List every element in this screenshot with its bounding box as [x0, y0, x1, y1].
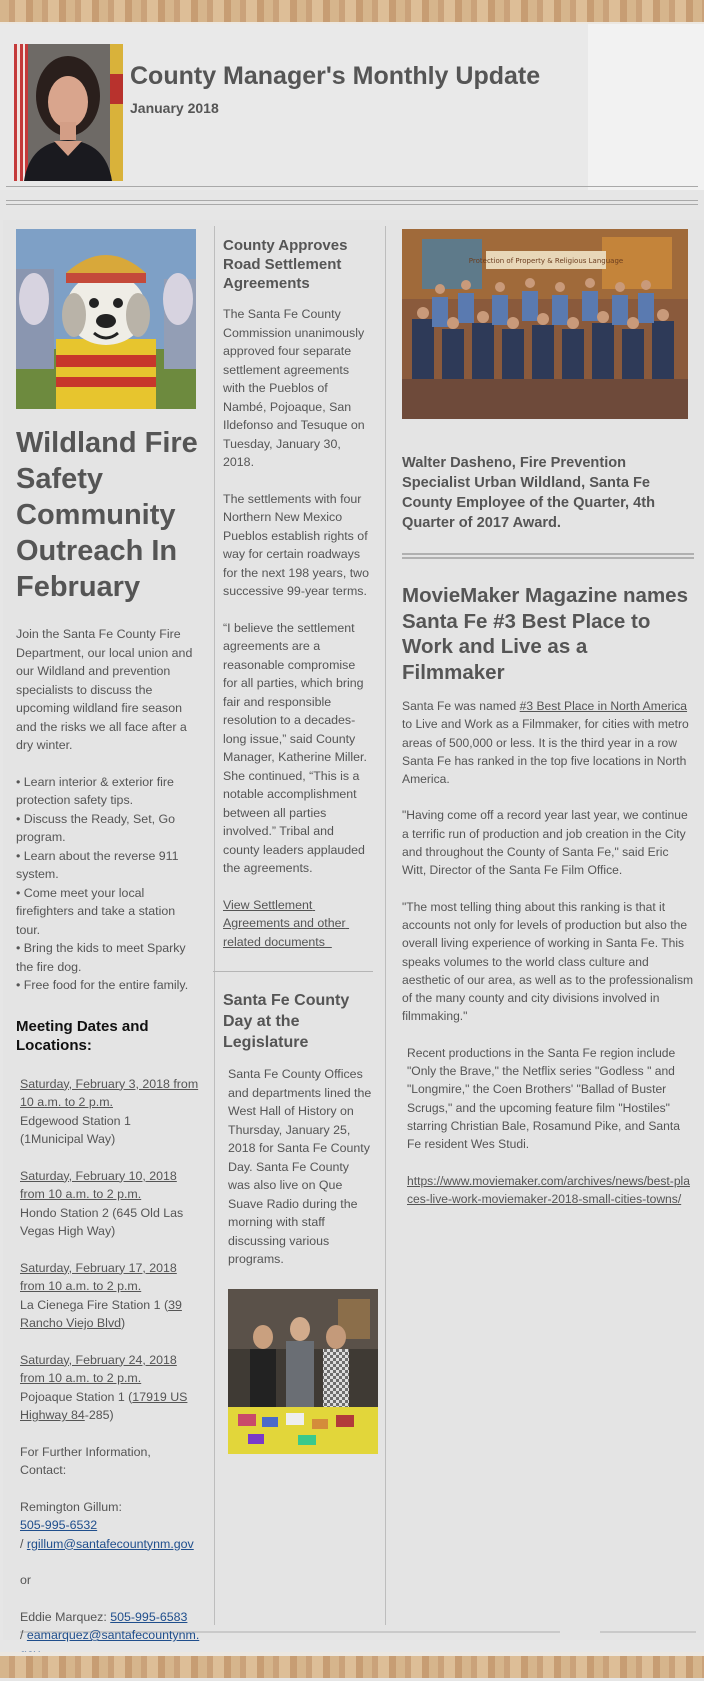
header-divider	[6, 204, 698, 205]
meeting-entry	[16, 1351, 200, 1425]
newsletter-header	[0, 24, 704, 190]
footer-divider	[600, 1631, 696, 1633]
contact-name: Eddie Marquez:	[20, 1609, 111, 1624]
wildland-bullet-list	[16, 773, 200, 995]
newsletter-date: January 2018	[130, 100, 219, 116]
list-item: • Bring the kids to meet Sparky the fire dog.	[16, 941, 186, 974]
meeting-entry	[16, 1259, 200, 1333]
or-label: or	[20, 1573, 32, 1587]
contact-email-link[interactable]: eamarquez@santafecountynm.	[26, 1628, 200, 1642]
best-place-link[interactable]: #3 Best Place in North America	[519, 699, 688, 713]
fire-department-team-photo	[402, 229, 688, 419]
meeting-location: Hondo Station 2 (645 Old Las Vegas High Way)	[20, 1205, 184, 1238]
meeting-address-close: -285)	[84, 1408, 114, 1422]
header-divider	[6, 186, 698, 187]
moviemaker-paragraph	[402, 697, 694, 788]
top-decorative-border	[0, 0, 704, 26]
view-settlement-link[interactable]: View Settlement Agreements and other related documents	[223, 897, 350, 949]
moviemaker-column	[402, 229, 694, 1208]
column-divider	[385, 226, 386, 1625]
contact-name: Remington Gillum:	[20, 1499, 122, 1514]
bottom-decorative-border	[0, 1652, 704, 1678]
further-info-label: For Further Information, Contact:	[20, 1444, 151, 1477]
meeting-address-close: )	[121, 1316, 126, 1330]
wildland-intro: Join the Santa Fe County Fire Department, our local union and our Wildland and prevention specialists to discuss the upcoming wildland fire season and the risks we all face after a dry winter.	[16, 627, 193, 752]
road-settlement-heading: County Approves Road Settlement Agreements	[223, 237, 348, 292]
newsletter-title: County Manager's Monthly Update	[130, 62, 541, 90]
legislature-heading: Santa Fe County Day at the Legislature	[223, 992, 350, 1051]
meeting-entry	[16, 1075, 200, 1149]
meeting-date: Saturday, February 10, 2018 from 10 a.m. to 2 p.m.	[20, 1168, 177, 1201]
meeting-date: Saturday, February 24, 2018 from 10 a.m. to 2 p.m.	[20, 1352, 177, 1385]
contact-separator: /	[20, 1628, 27, 1642]
meeting-address: 17919 US Highway 84	[20, 1389, 188, 1422]
list-item: • Learn about the reverse 911 system.	[16, 848, 179, 881]
contact-remington	[16, 1498, 200, 1554]
meeting-location: Pojoaque Station 1 (	[20, 1389, 133, 1404]
list-item: • Discuss the Ready, Set, Go program.	[16, 811, 176, 844]
meeting-location: La Cienega Fire Station 1 (	[20, 1297, 169, 1312]
county-manager-portrait	[14, 44, 123, 181]
moviemaker-paragraph: Recent productions in the Santa Fe region include "Only the Brave," the Netflix series "Godless " and "Longmire," the Coen Brothers' "Ballad of Buster Scrugs," and the upcoming feature film "Hostiles" starring Christian Bale, Rosamund Pike, and Santa Fe resident Wes Studi.	[407, 1045, 680, 1152]
road-paragraph: “I believe the settlement agreements are a reasonable compromise for all parties, which bring fair and responsible resolution to a decades-long issue,” said County Manager, Katherine Miller. She continued, “This is a notable accomplishment between all parties involved.” Tribal and county leaders applauded the agreements.	[223, 620, 367, 875]
header-right-panel	[588, 24, 704, 190]
contact-email-link[interactable]: rgillum@santafecountynm.gov	[26, 1536, 194, 1551]
section-divider	[402, 553, 694, 559]
meeting-entry	[16, 1167, 200, 1241]
sparky-fire-dog-photo	[16, 229, 196, 409]
list-item: • Free food for the entire family.	[16, 978, 189, 992]
list-item: • Come meet your local firefighters and take a station tour.	[16, 885, 176, 937]
moviemaker-article-link[interactable]: https://www.moviemaker.com/archives/news/best-places-live-work-moviemaker-2018-small-cities-towns/	[407, 1173, 690, 1206]
section-divider	[213, 971, 373, 972]
meeting-date: Saturday, February 3, 2018 from 10 a.m. to 2 p.m.	[20, 1076, 199, 1109]
moviemaker-paragraph: "The most telling thing about this ranking is that it accounts not only for levels of production but also the overall living experience of working in Santa Fe. This speaks volumes to the world class culture and aesthetic of our area, as well as to the professionalism of the many county and city divisions involved in filmmaking."	[402, 899, 694, 1024]
road-paragraph: The settlements with four Northern New Mexico Pueblos establish rights of way for certain roadways for the next 198 years, two successive 99-year terms.	[223, 491, 370, 598]
wildland-column	[16, 229, 200, 1681]
moviemaker-text: to Live and Work as a Filmmaker, for cities with metro areas of 500,000 or less. It is the third year in a row Santa Fe has ranked in the top five locations in North America.	[402, 717, 689, 787]
award-caption: Walter Dasheno, Fire Prevention Specialist Urban Wildland, Santa Fe County Employee of the Quarter, 4th Quarter of 2017 Award.	[402, 455, 655, 531]
meeting-date: Saturday, February 17, 2018 from 10 a.m. to 2 p.m.	[20, 1260, 177, 1293]
legislature-day-photo	[228, 1289, 378, 1454]
header-divider	[6, 200, 698, 201]
contact-separator: /	[20, 1536, 27, 1551]
moviemaker-text: Santa Fe was named	[402, 699, 520, 713]
wildland-heading: Wildland Fire Safety Community Outreach In February	[16, 427, 198, 603]
column-divider	[214, 226, 215, 1625]
meeting-dates-heading: Meeting Dates and Locations:	[16, 1017, 149, 1054]
legislature-paragraph: Santa Fe County Offices and departments lined the West Hall of History on Thursday, January 25, 2018 for Santa Fe County Day. Santa Fe County was also live on Que Suave Radio during the morning with staff discussing various programs.	[228, 1067, 372, 1266]
road-settlement-column	[223, 236, 373, 1454]
meeting-location: Edgewood Station 1	[20, 1113, 131, 1128]
moviemaker-paragraph: "Having come off a record year last year, we continue a terrific run of production and job creation in the City and throughout the County of Santa Fe," said Eric Witt, Director of the Santa Fe Film Office.	[402, 808, 688, 878]
contact-phone-link[interactable]: 505-995-6532	[20, 1518, 98, 1532]
mural-banner-text: Protection of Property & Religious Language	[468, 257, 624, 265]
road-paragraph: The Santa Fe County Commission unanimously approved four separate settlement agreements with the Pueblos of Nambé, Pojoaque, San Ildefonso and Tesuque on Tuesday, January 30, 2018.	[223, 307, 365, 469]
meeting-address: (1Municipal Way)	[20, 1132, 116, 1146]
moviemaker-heading: MovieMaker Magazine names Santa Fe #3 Best Place to Work and Live as a Filmmaker	[402, 584, 688, 684]
list-item: • Learn interior & exterior fire protection safety tips.	[16, 774, 174, 807]
meeting-address: 39 Rancho Viejo Blvd	[20, 1297, 182, 1330]
contact-phone-link[interactable]: 505-995-6583	[110, 1609, 188, 1624]
